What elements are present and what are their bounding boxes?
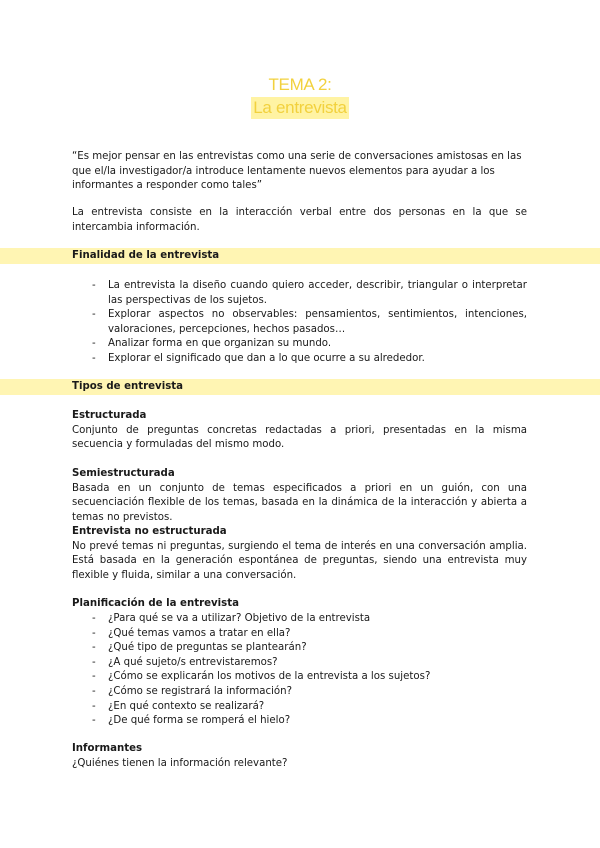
section-heading-finalidad [0,248,600,264]
subheading-informantes: Informantes [72,743,143,754]
document-title [0,74,600,120]
tipo-estructurada [72,409,527,453]
body-semiestructurada: Basada en un conjunto de temas especificados a priori en un guión, con una secuenciación flexible de los temas, basada en la dinámica de la interacción y abierta a temas no previstos. [72,482,527,523]
finalidad-list [92,279,527,367]
body-no-estructurada: No prevé temas ni preguntas, surgiendo el tema de interés en una conversación amplia. Está basada en la generación espontánea de preguntas, siendo una entrevista muy flexible y fluida, similar a una conversación. [72,540,527,581]
opening-quote: “Es mejor pensar en las entrevistas como una serie de conversaciones amistosas en las que el/la investigador/a introduce lentamente nuevos elementos para ayudar a los informantes a responder como tales” [72,151,522,192]
tipo-no-estructurada [72,525,527,583]
subheading-semiestructurada: Semiestructurada [72,468,175,479]
list-item: - ¿Qué tipo de preguntas se plantearán? [92,641,527,656]
planificacion-heading-block [72,597,527,612]
list-item: - Explorar aspectos no observables: pensamientos, sentimientos, intenciones, valoraciones, percepciones, hechos pasados… [92,308,527,337]
list-item: - ¿Cómo se explicarán los motivos de la entrevista a los sujetos? [92,670,527,685]
list-item: - La entrevista la diseño cuando quiero acceder, describir, triangular o interpretar las perspectivas de los sujetos. [92,279,527,308]
section-heading-finalidad-label: Finalidad de la entrevista [72,250,220,261]
list-item: - ¿Qué temas vamos a tratar en ella? [92,627,527,642]
list-item: - ¿Para qué se va a utilizar? Objetivo de la entrevista [92,612,527,627]
section-heading-tipos [0,379,600,395]
list-item: - ¿En qué contexto se realizará? [92,700,527,715]
subheading-estructurada: Estructurada [72,410,147,421]
list-item: - ¿Cómo se registrará la información? [92,685,527,700]
list-item: - ¿De qué forma se romperá el hielo? [92,714,527,729]
section-heading-tipos-label: Tipos de entrevista [72,381,183,392]
informantes-block [72,742,527,771]
tipo-semiestructurada [72,467,527,525]
list-item: - ¿A qué sujeto/s entrevistaremos? [92,656,527,671]
planificacion-list [92,612,527,729]
intro-paragraph: La entrevista consiste en la interacción verbal entre dos personas en la que se intercambia información. [72,207,527,233]
list-item: - Analizar forma en que organizan su mundo. [92,337,527,352]
body-informantes: ¿Quiénes tienen la información relevante? [72,757,288,769]
body-estructurada: Conjunto de preguntas concretas redactadas a priori, presentadas en la misma secuencia y formuladas del mismo modo. [72,424,527,451]
subheading-planificacion: Planificación de la entrevista [72,598,239,609]
title-line-2: La entrevista [253,98,347,117]
title-line-1: TEMA 2: [268,75,332,94]
subheading-no-estructurada: Entrevista no estructurada [72,526,227,537]
list-item: - Explorar el significado que dan a lo que ocurre a su alrededor. [92,352,527,367]
